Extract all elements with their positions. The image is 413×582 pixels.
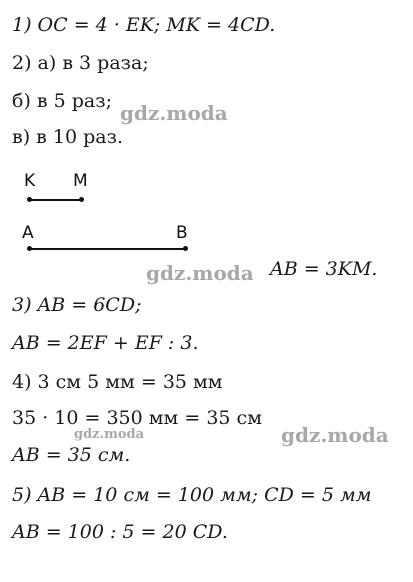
segment-km xyxy=(29,199,82,201)
line-7: AB = 2EF + EF : 3. xyxy=(12,332,199,354)
line-10: AB = 35 см. xyxy=(12,444,131,466)
watermark: gdz.moda xyxy=(146,261,254,285)
line-11: 5) AB = 10 см = 100 мм; CD = 5 мм xyxy=(12,484,372,506)
segment-ab xyxy=(29,248,186,250)
line-5: AB = 3KM. xyxy=(270,258,378,280)
line-12: AB = 100 : 5 = 20 CD. xyxy=(12,521,228,543)
point-k xyxy=(27,197,32,202)
watermark: gdz.moda xyxy=(120,101,228,125)
line-6: 3) AB = 6CD; xyxy=(12,294,142,316)
label-a: A xyxy=(22,223,34,243)
line-4: в) в 10 раз. xyxy=(12,126,123,148)
point-m xyxy=(79,197,84,202)
line-8: 4) 3 см 5 мм = 35 мм xyxy=(12,371,223,393)
point-a xyxy=(27,246,32,251)
line-9: 35 · 10 = 350 мм = 35 см xyxy=(12,407,262,429)
line-1: 1) OC = 4 · EK; MK = 4CD. xyxy=(12,14,276,36)
label-b: B xyxy=(176,223,188,243)
line-3: б) в 5 раз; xyxy=(12,90,113,112)
label-k: K xyxy=(24,171,36,191)
watermark: gdz.moda xyxy=(281,423,389,447)
line-2: 2) а) в 3 раза; xyxy=(12,52,149,74)
watermark: gdz.moda xyxy=(74,427,145,442)
point-b xyxy=(183,246,188,251)
label-m: M xyxy=(73,171,88,191)
